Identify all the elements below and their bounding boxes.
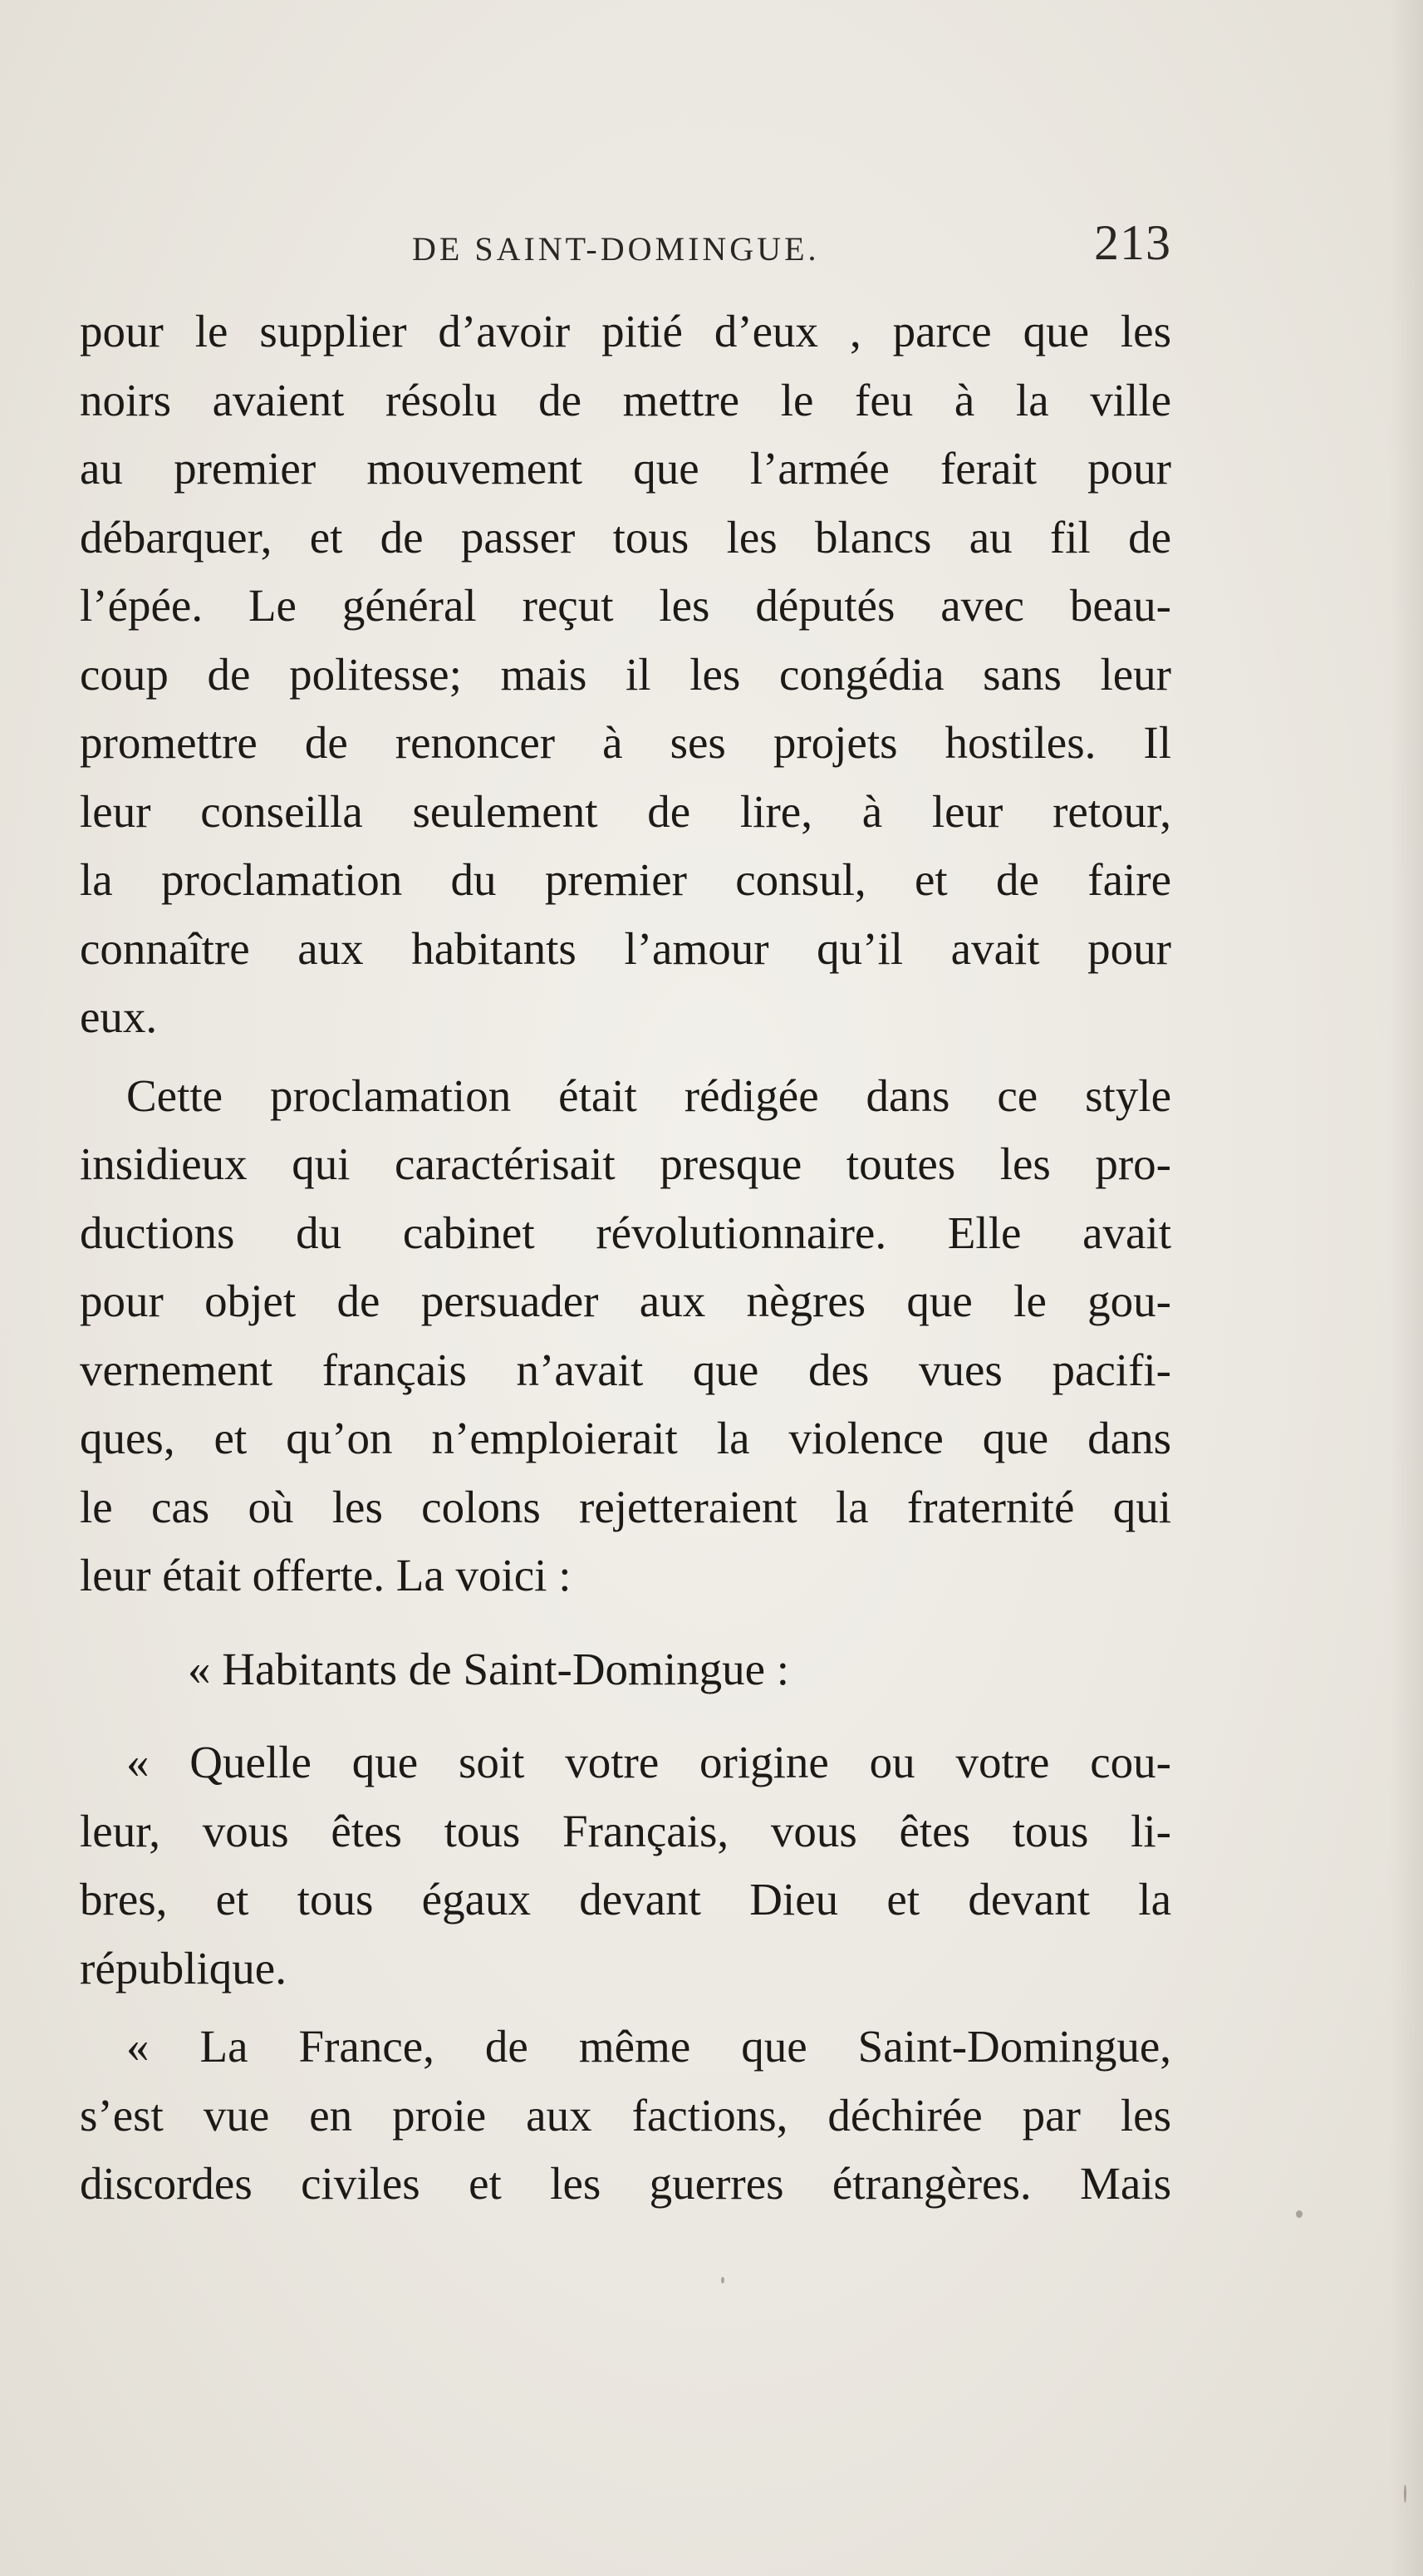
paragraph: [80, 297, 1171, 1052]
text-line: la proclamation du premier consul, et de faire: [80, 854, 1171, 905]
page-number: 213: [1094, 215, 1171, 270]
text-line: pour objet de persuader aux nègres que le gou-: [80, 1276, 1171, 1326]
text-line: eux.: [80, 991, 158, 1042]
paper-speck: [1296, 2210, 1303, 2218]
text-line: leur était offerte. La voici :: [80, 1550, 572, 1600]
text-line: débarquer, et de passer tous les blancs au fil de: [80, 511, 1171, 563]
text-line: ductions du cabinet révolutionnaire. Elle avait: [80, 1207, 1171, 1258]
text-line: s’est vue en proie aux factions, déchirée par les: [80, 2089, 1171, 2141]
paragraph: [80, 1728, 1171, 2003]
text-line: leur, vous êtes tous Français, vous êtes tous li-: [80, 1805, 1171, 1856]
text-line: promettre de renoncer à ses projets hostiles. Il: [80, 717, 1171, 768]
text-line: « Quelle que soit votre origine ou votre cou-: [126, 1737, 1171, 1787]
text-line: discordes civiles et les guerres étrangères. Mais: [80, 2158, 1171, 2209]
page-edge-shadow: [1390, 0, 1423, 2576]
text-line: au premier mouvement que l’armée ferait pour: [80, 443, 1171, 494]
text-line: ques, et qu’on n’emploierait la violence que dans: [80, 1413, 1171, 1463]
text-line: leur conseilla seulement de lire, à leur retour,: [80, 785, 1171, 837]
text-line: « Habitants de Saint-Domingue :: [188, 1643, 790, 1694]
paragraph: [80, 1062, 1171, 1610]
text-line: république.: [80, 1942, 287, 1993]
text-line: le cas où les colons rejetteraient la fraternité qui: [80, 1481, 1171, 1532]
paragraph: [80, 2013, 1171, 2219]
text-line: « La France, de même que Saint-Domingue,: [126, 2021, 1171, 2072]
paper-speck: [1404, 2485, 1406, 2503]
paper-speck: [721, 2277, 724, 2283]
running-title: DE SAINT-DOMINGUE.: [412, 230, 820, 268]
text-line: coup de politesse; mais il les congédia sans leur: [80, 648, 1171, 700]
text-line: connaître aux habitants l’amour qu’il avait pour: [80, 922, 1171, 974]
page-header: [80, 214, 1171, 281]
text-line: Cette proclamation était rédigée dans ce style: [126, 1069, 1171, 1121]
text-line: bres, et tous égaux devant Dieu et devant la: [80, 1874, 1171, 1925]
body-text: [80, 297, 1171, 2219]
text-line: noirs avaient résolu de mettre le feu à la ville: [80, 374, 1171, 425]
text-line: l’épée. Le général reçut les députés avec beau-: [80, 580, 1171, 631]
text-line: vernement français n’avait que des vues pacifi-: [80, 1344, 1171, 1395]
text-line: pour le supplier d’avoir pitié d’eux , parce que les: [80, 306, 1171, 356]
text-line: insidieux qui caractérisait presque toutes les pro-: [80, 1138, 1171, 1189]
salutation: [80, 1635, 1171, 1704]
